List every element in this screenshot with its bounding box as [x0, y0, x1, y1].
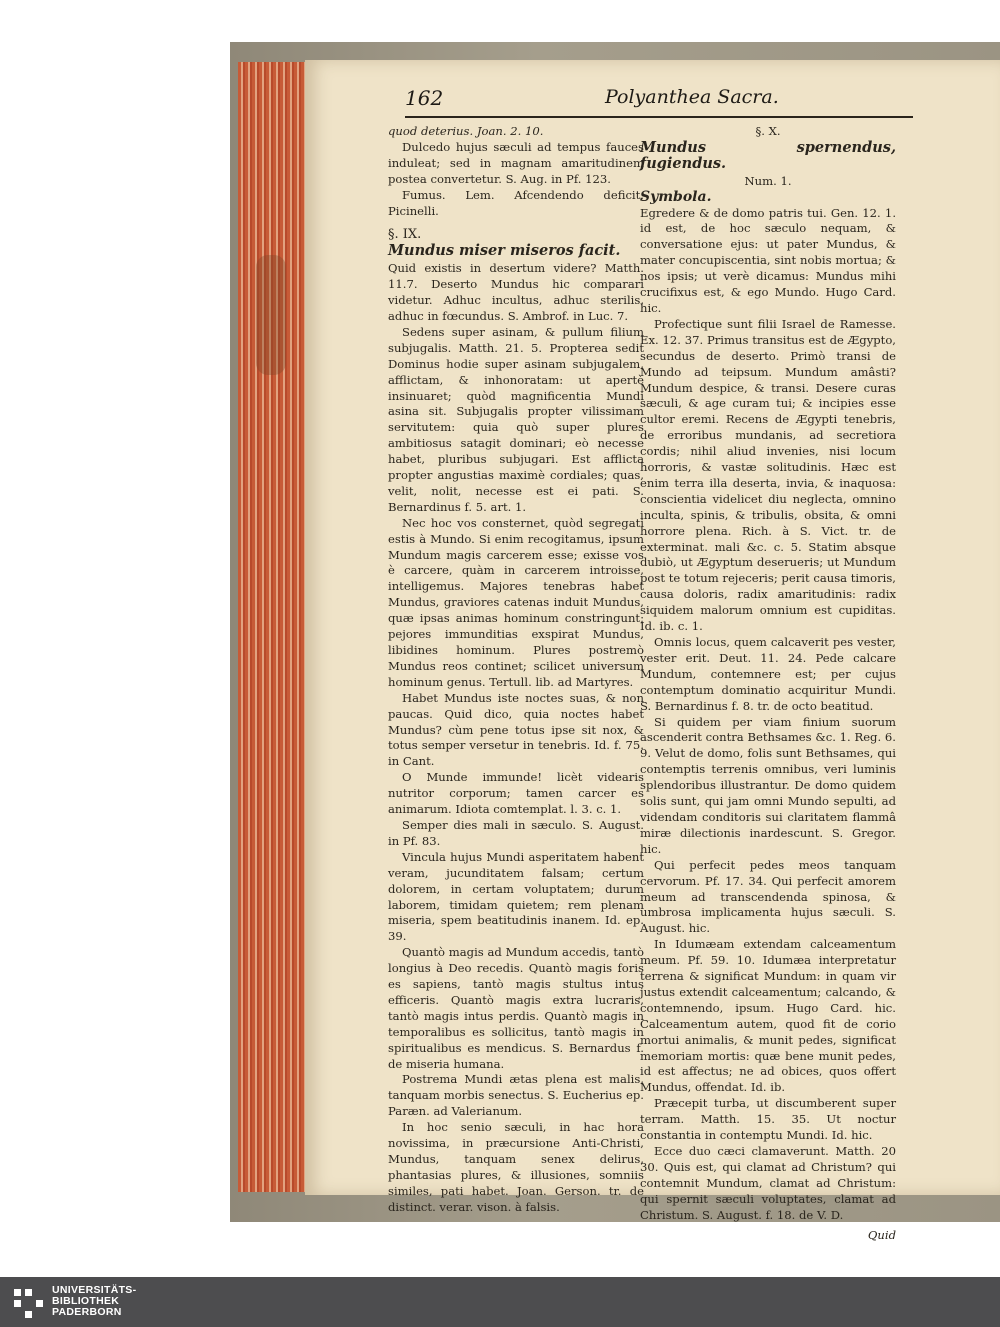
- subheading: Symbola.: [640, 188, 712, 205]
- paragraph: Quantò magis ad Mundum accedis, tantò longius à Deo recedis. Quantò magis foris es sapiens, tantò magis stultus intus efficeris. Quantò magis extra lucraris, tantò magis intus perdis. Quantò magis in temporalibus es sollicitus, tantò magis in spiritualibus es mendicus. S. Bernardus f. de miseria humana.: [388, 945, 644, 1071]
- page-stain: [256, 255, 286, 375]
- paragraph: Præcepit turba, ut discumberent super terram. Matth. 15. 35. Ut noctur constantia in contemptu Mundi. Id. hic.: [640, 1096, 896, 1143]
- paragraph: Habet Mundus iste noctes suas, & non paucas. Quid dico, quia noctes habet Mundus? cùm pene totus ipse sit nox, & totus semper versetur in tenebris. Id. f. 75. in Cant.: [388, 690, 644, 769]
- paragraph: Nec hoc vos consternet, quòd segregati estis à Mundo. Si enim recogitamus, ipsum Mundum magis carcerem esse; exisse vos è carcere, quàm in carcerem introisse, intelligemus. Majores tenebras habet Mundus, graviores catenas induit Mundus, quæ ipsas animas hominum constringunt; pejores immunditias exspirat Mundus, libidines hominum. Plures postremò Mundus reos continet; scilicet universum hominum genus. Tertull. lib. ad Martyres.: [388, 515, 644, 689]
- running-head: [405, 86, 905, 116]
- paragraph: quod deterius. Joan. 2. 10.: [388, 124, 544, 138]
- paragraph: In hoc senio sæculi, in hac hora novissima, in præcursione Anti-Christi, Mundus, tanquam senex delirus, phantasias plures, & illusiones, somniis similes, pati habet. Joan. Gerson. tr. de distinct. verar. vison. à falsis.: [388, 1120, 644, 1214]
- page-edges: [238, 62, 310, 1192]
- num-label: Num. 1.: [744, 173, 792, 188]
- paragraph: Vincula hujus Mundi asperitatem habent veram, jucunditatem falsam; certum dolorem, in certam voluptatem; durum laborem, timidam quietem; rem plenam miseria, spem beatitudinis inanem. Id. ep. 39.: [388, 849, 644, 944]
- paragraph: Omnis locus, quem calcaverit pes vester, vester erit. Deut. 11. 24. Pede calcare Mundum, contemnere est; per cujus contemptum dominatio acquiritur Mundi. S. Bernardinus f. 8. tr. de octo beatitud.: [640, 635, 896, 713]
- section-number: §. IX.: [388, 227, 422, 243]
- logo-line: PADERBORN: [52, 1306, 122, 1318]
- left-column: [388, 124, 644, 1216]
- logo-line: UNIVERSITÄTS-: [52, 1284, 137, 1296]
- paragraph: Sedens super asinam, & pullum filium subjugalis. Matth. 21. 5. Propterea sedit Dominus hodie super asinam subjugalem, afflictam, & inhonoratam: ut apertè insinuaret; quòd magnificentia Mundi asina sit. Subjugalis propter vilissimam servitutem: quia quò super plures ambitiosus satagit dominari; eò necesse habet, pluribus subjugari. Est afflicta propter angustias maximè cordiales; quas, velit, nolit, necesse est ei pati. S. Bernardinus f. 5. art. 1.: [388, 324, 644, 514]
- paragraph: Si quidem per viam finium suorum ascenderit contra Bethsames &c. 1. Reg. 6. 9. Velut de domo, folis sunt Bethsames, qui contemptis terrenis omnibus, veri luminis splendoribus illustrantur. De domo quidem solis sunt, qui jam omni Mundo sepulti, ad videndam conditoris sui claritatem flammâ miræ dilectionis inardescunt. S. Gregor. hic.: [640, 714, 896, 856]
- section-heading: Mundus spernendus, fugiendus.: [640, 138, 896, 172]
- right-column: [640, 124, 896, 1243]
- paragraph: Postrema Mundi ætas plena est malis, tanquam morbis senectus. S. Eucherius ep. Paræn. ad Valerianum.: [388, 1072, 644, 1119]
- paragraph: Fumus. Lem. Afcendendo deficit. Picinelli.: [388, 187, 644, 218]
- paragraph: O Munde immunde! licèt videaris nutritor corporum; tamen carcer es animarum. Idiota comtemplat. l. 3. c. 1.: [388, 770, 644, 817]
- head-rule: [405, 116, 913, 118]
- paragraph: Profectique sunt filii Israel de Ramesse. Ex. 12. 37. Primus transitus est de Ægypto, secundus de deserto. Primò transi de Mundo ad teipsum. Mundum amâsti? Mundum despice, & transi. Desere curas sæculi, & age curam tui; & incipies esse cultor eremi. Recens de Ægypti tenebris, de erroribus mundanis, ad secretiora cordis; nihil aliud invenies, nisi locum horroris, & vastæ solitudinis. Hæc est enim terra illa deserta, invia, & inaquosa: conscientia videlicet diu neglecta, omnino inculta, spinis, & tribulis, obsita, & omni horrore plena. Rich. à S. Vict. tr. de exterminat. mali &c. c. 5. Statim absque dubiò, ut Ægyptum deserueris; ut Mundum post te totum rejeceris; perit causa timoris, causa doloris, radix amaritudinis: radix siquidem malorum omnium est cupiditas. Id. ib. c. 1.: [640, 316, 896, 634]
- catchword: Quid: [867, 1227, 896, 1242]
- paragraph: Dulcedo hujus sæculi ad tempus fauces induleat; sed in magnam amaritudinem postea convertetur. S. Aug. in Pf. 123.: [388, 139, 644, 186]
- paragraph: In Idumæam extendam calceamentum meum. Pf. 59. 10. Idumæa interpretatur terrena & significat Mundum: in quam vir justus extendit calceamentum; calcando, & contemnendo, ipsum. Hugo Card. hic. Calceamentum autem, quod fit de corio mortui animalis, & munit pedes, significat memoriam mortis: quæ bene munit pedes, id est affectus; ne ad obices, quos offert Mundus, offendat. Id. ib.: [640, 937, 896, 1095]
- paragraph: Quid existis in desertum videre? Matth. 11.7. Deserto Mundus hic comparari videtur. Adhuc incultus, adhuc sterilis, adhuc in fœcundus. S. Ambrof. in Luc. 7.: [388, 261, 644, 323]
- logo-line: BIBLIOTHEK: [52, 1295, 120, 1307]
- running-title: Polyanthea Sacra.: [605, 86, 779, 108]
- paragraph: Egredere & de domo patris tui. Gen. 12. 1. id est, de hoc sæculo nequam, & conversatione ejus: ut pater Mundus, & mater concupiscentia, sint nobis mortua; & nos ipsis; ut verè dicamus: Mundus mihi crucifixus est, & ego Mundo. Hugo Card. hic.: [640, 205, 896, 315]
- page-number: 162: [405, 86, 444, 110]
- paragraph: Semper dies mali in sæculo. S. August. in Pf. 83.: [388, 817, 644, 848]
- paragraph: Qui perfecit pedes meos tanquam cervorum. Pf. 17. 34. Qui perfecit amorem meum ad transcendenda spinosa, & umbrosa implicamenta hujus sæculi. S. August. hic.: [640, 857, 896, 936]
- section-heading: Mundus miser miseros facit.: [388, 242, 621, 260]
- footer-bar: [0, 1277, 1000, 1327]
- library-logo-icon: [14, 1289, 44, 1319]
- paragraph: Ecce duo cæci clamaverunt. Matth. 20 30. Quis est, qui clamat ad Christum? qui contemnit Mundum, clamat ad Christum: qui spernit sæculi voluptates, clamat ad Christum. S. August. f. 18. de V. D.: [640, 1144, 896, 1222]
- library-logo-text: [52, 1285, 136, 1318]
- section-number: §. X.: [755, 124, 781, 138]
